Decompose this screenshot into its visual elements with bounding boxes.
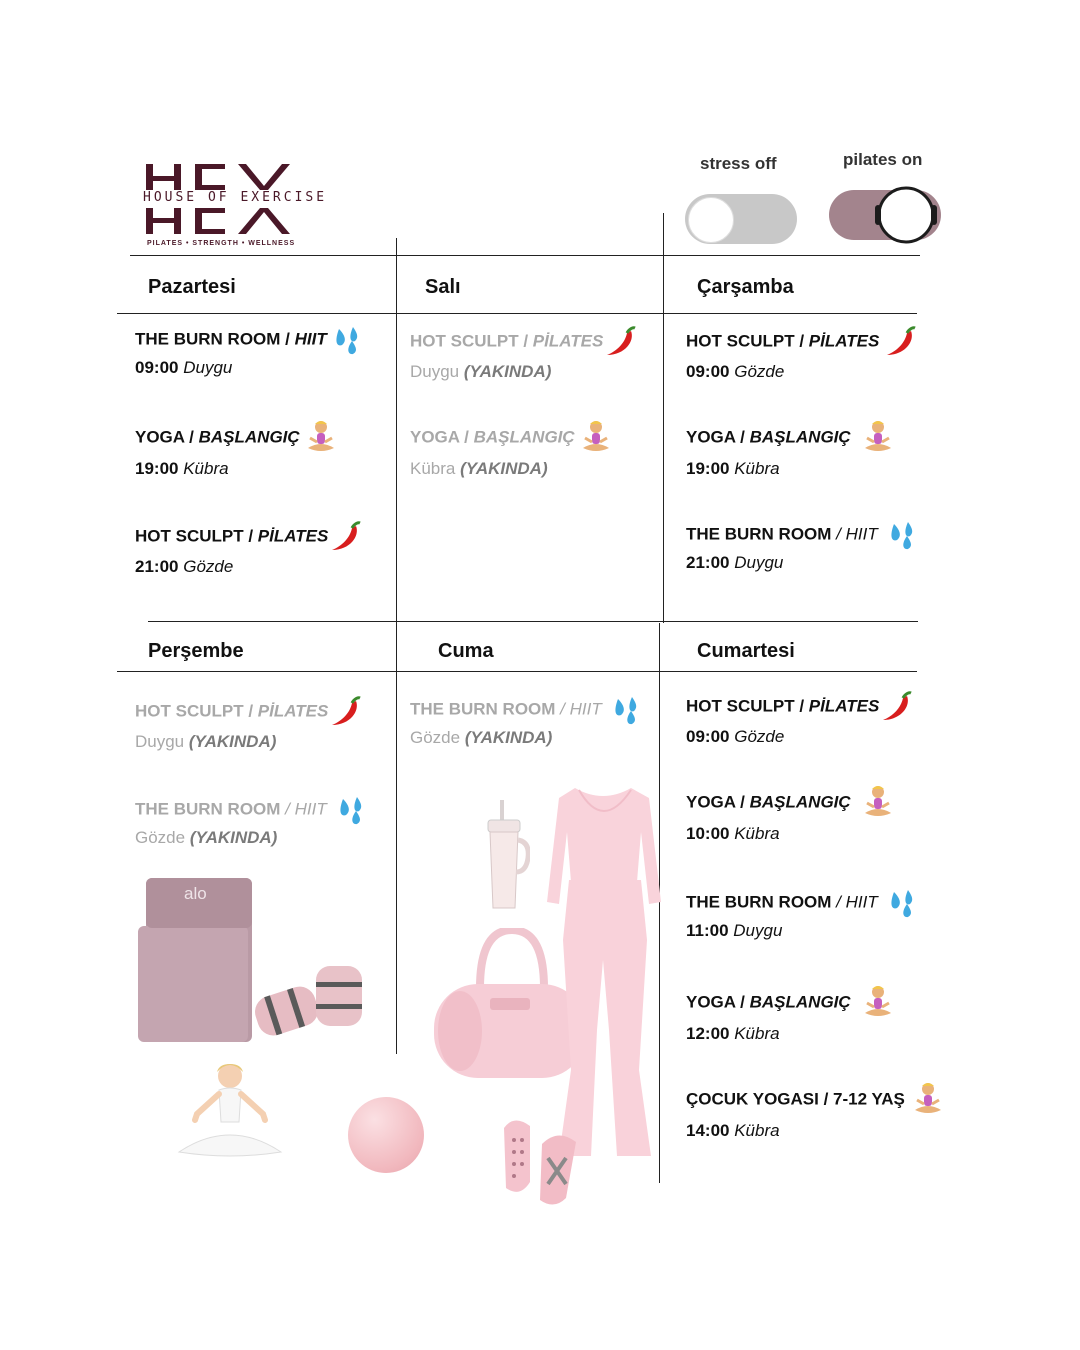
class-entry[interactable]: [686, 520, 946, 575]
class-entry[interactable]: [686, 985, 946, 1046]
class-coach: Duygu: [135, 732, 185, 751]
class-entry[interactable]: [686, 1082, 946, 1143]
class-title: THE BURN ROOM: [686, 524, 837, 544]
day-header-wednesday: Çarşamba: [697, 276, 794, 298]
class-coach: Kübra: [734, 1024, 780, 1043]
class-time: 19:00: [686, 459, 730, 478]
meditation-icon: [861, 785, 895, 821]
class-coach: Gözde: [135, 828, 186, 847]
class-title: YOGA /: [410, 427, 474, 447]
class-coach: Kübra: [183, 459, 229, 478]
coming-soon-label: (YAKINDA): [188, 732, 277, 751]
class-entry[interactable]: [410, 695, 670, 750]
class-time: 21:00: [135, 557, 179, 576]
pilates-toggle[interactable]: [829, 190, 941, 240]
divider: [396, 238, 397, 1054]
class-type: PİLATES: [257, 701, 329, 721]
coming-soon-label: (YAKINDA): [460, 459, 548, 478]
chili-icon: [883, 325, 917, 359]
class-entry[interactable]: [686, 420, 946, 481]
class-coach: Duygu: [733, 921, 783, 940]
sweat-drops-icon: [886, 888, 918, 918]
meditation-icon: [911, 1082, 945, 1118]
class-coach: Duygu: [410, 362, 460, 381]
chili-icon: [879, 690, 913, 724]
class-type: BAŞLANGIÇ: [749, 427, 851, 447]
class-type: PİLATES: [532, 331, 604, 351]
class-time: 12:00: [686, 1024, 730, 1043]
class-entry[interactable]: [686, 690, 946, 749]
logo-subtitle: HOUSE OF EXERCISE: [143, 190, 328, 205]
class-time: 21:00: [686, 553, 730, 572]
class-title: HOT SCULPT /: [410, 331, 533, 351]
toggle-knob: [688, 197, 734, 243]
chili-icon: [328, 520, 362, 554]
class-coach: Gözde: [734, 362, 785, 381]
logo-tagline: PILATES • STRENGTH • WELLNESS: [147, 240, 296, 247]
day-header-tuesday: Salı: [425, 276, 461, 298]
class-entry[interactable]: [686, 325, 946, 384]
class-time: 11:00: [686, 921, 729, 940]
class-title: THE BURN ROOM: [135, 799, 286, 819]
class-entry[interactable]: [135, 520, 395, 579]
class-title: YOGA /: [686, 992, 750, 1012]
class-coach: Duygu: [734, 553, 784, 572]
class-title: HOT SCULPT /: [686, 696, 809, 716]
class-entry[interactable]: [410, 325, 670, 384]
class-title: YOGA /: [135, 427, 199, 447]
class-time: 14:00: [686, 1121, 730, 1140]
meditation-icon: [861, 985, 895, 1021]
divider: [117, 671, 917, 672]
sweat-drops-icon: [331, 325, 363, 355]
meditation-icon: [304, 420, 338, 456]
class-type: BAŞLANGIÇ: [198, 427, 300, 447]
class-title: YOGA /: [686, 792, 750, 812]
class-type: PİLATES: [257, 526, 329, 546]
pilates-toggle-label: pilates on: [843, 150, 923, 169]
class-coach: Kübra: [410, 459, 456, 478]
class-entry[interactable]: [135, 325, 395, 380]
divider: [130, 255, 920, 256]
class-type: / HIIT: [836, 524, 878, 544]
class-type: / HIIT: [285, 799, 327, 819]
day-header-saturday: Cumartesi: [697, 640, 795, 662]
class-coach: Duygu: [183, 358, 233, 377]
day-header-thursday: Perşembe: [148, 640, 244, 662]
class-type: BAŞLANGIÇ: [473, 427, 575, 447]
yoga-mat-image: [136, 876, 254, 1044]
class-coach: Gözde: [410, 728, 461, 747]
grip-socks-image: [496, 1118, 586, 1210]
day-header-monday: Pazartesi: [148, 276, 236, 298]
stress-toggle[interactable]: [685, 194, 797, 244]
divider: [117, 313, 917, 314]
class-type: BAŞLANGIÇ: [749, 792, 851, 812]
class-type: PİLATES: [808, 331, 880, 351]
sweat-drops-icon: [886, 520, 918, 550]
pilates-ring-icon: [871, 183, 941, 247]
coming-soon-label: (YAKINDA): [464, 728, 553, 747]
class-title: HOT SCULPT /: [135, 701, 258, 721]
chili-icon: [603, 325, 637, 359]
class-type: HIIT: [294, 329, 327, 349]
class-title: HOT SCULPT /: [135, 526, 258, 546]
class-coach: Kübra: [734, 459, 780, 478]
class-coach: Kübra: [734, 824, 780, 843]
meditation-icon: [861, 420, 895, 456]
class-entry[interactable]: [686, 888, 946, 943]
class-title: THE BURN ROOM: [410, 699, 561, 719]
class-entry[interactable]: [686, 785, 946, 846]
class-time: 09:00: [686, 727, 730, 746]
class-type: PİLATES: [808, 696, 880, 716]
class-type: / HIIT: [836, 892, 878, 912]
class-type: BAŞLANGIÇ: [749, 992, 851, 1012]
class-entry[interactable]: [135, 795, 395, 850]
divider: [148, 621, 918, 622]
class-title: YOGA /: [686, 427, 750, 447]
class-entry[interactable]: [135, 420, 395, 481]
class-time: 19:00: [135, 459, 179, 478]
class-time: 10:00: [686, 824, 730, 843]
class-entry[interactable]: [410, 420, 670, 481]
class-coach: Gözde: [734, 727, 785, 746]
coming-soon-label: (YAKINDA): [463, 362, 552, 381]
mat-brand-label: alo: [184, 884, 207, 903]
hex-logo-icon: [140, 160, 300, 252]
sweat-drops-icon: [610, 695, 642, 725]
sweat-drops-icon: [335, 795, 367, 825]
class-title: THE BURN ROOM /: [135, 329, 295, 349]
class-coach: Gözde: [183, 557, 234, 576]
class-title: HOT SCULPT /: [686, 331, 809, 351]
pilates-ball-image: [348, 1097, 424, 1173]
ankle-weights-image: [250, 962, 366, 1044]
coming-soon-label: (YAKINDA): [189, 828, 278, 847]
class-type: / HIIT: [560, 699, 602, 719]
day-header-friday: Cuma: [438, 640, 494, 662]
class-title: THE BURN ROOM: [686, 892, 837, 912]
class-time: 09:00: [135, 358, 179, 377]
divider: [663, 213, 664, 623]
stress-toggle-label: stress off: [700, 154, 777, 173]
class-time: 09:00: [686, 362, 730, 381]
class-title: ÇOCUK YOGASI / 7-12 YAŞ: [686, 1089, 905, 1109]
chili-icon: [328, 695, 362, 729]
brand-logo: [140, 160, 300, 252]
meditating-woman-emoji: [175, 1060, 285, 1160]
meditation-icon: [579, 420, 613, 456]
tumbler-cup-image: [478, 800, 530, 910]
class-coach: Kübra: [734, 1121, 780, 1140]
class-entry[interactable]: [135, 695, 395, 754]
